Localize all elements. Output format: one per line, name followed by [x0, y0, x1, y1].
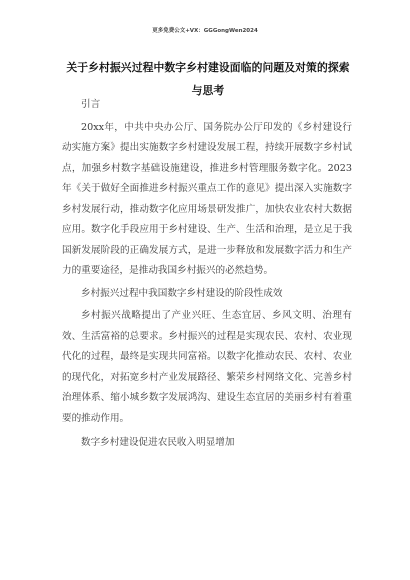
section-heading-achievements: 乡村振兴过程中我国数字乡村建设的阶段性成效	[81, 287, 283, 299]
document-body	[62, 95, 352, 454]
preface-paragraph: 20xx年，中共中央办公厅、国务院办公厅印发的《乡村建设行动实施方案》提出实施数字乡村建设发展工程，持续开展数字乡村试点，加强乡村数字基础设施建设，推进乡村管理服务数字化。2023年《关于做好全面推进乡村振兴重点工作的意见》提出深入实施数字乡村发展行动，推动数字化应用场景研发推广，加快农业农村大数据应用。数字化手段应用于乡村建设、生产、生活和治理，是立足于我国新发展阶段的正确发展方式，是进一步释放和发展数字活力和生产力的重要途径，是推动我国乡村振兴的必然趋势。	[62, 121, 352, 276]
document-title: 关于乡村振兴过程中数字乡村建设面临的问题及对策的探索与思考	[66, 61, 350, 97]
section-heading-income: 数字乡村建设促进农民收入明显增加	[81, 437, 235, 448]
section-paragraph-achievements: 乡村振兴战略提出了产业兴旺、生态宜居、乡风文明、治理有效、生活富裕的总要求。乡村振兴的过程是实现农民、农村、农业现代化的过程，最终是实现共同富裕。以数字化推动农民、农村、农业的现代化，对拓宽乡村产业发展路径、繁荣乡村网络文化、完善乡村治理体系、缩小城乡数字发展鸿沟、建设生态宜居的美丽乡村有着重要的推动作用。	[62, 310, 352, 424]
preface-heading: 引言	[81, 99, 101, 110]
header-note: 更多免费公文+VX：GGGongWen2024	[152, 28, 258, 34]
